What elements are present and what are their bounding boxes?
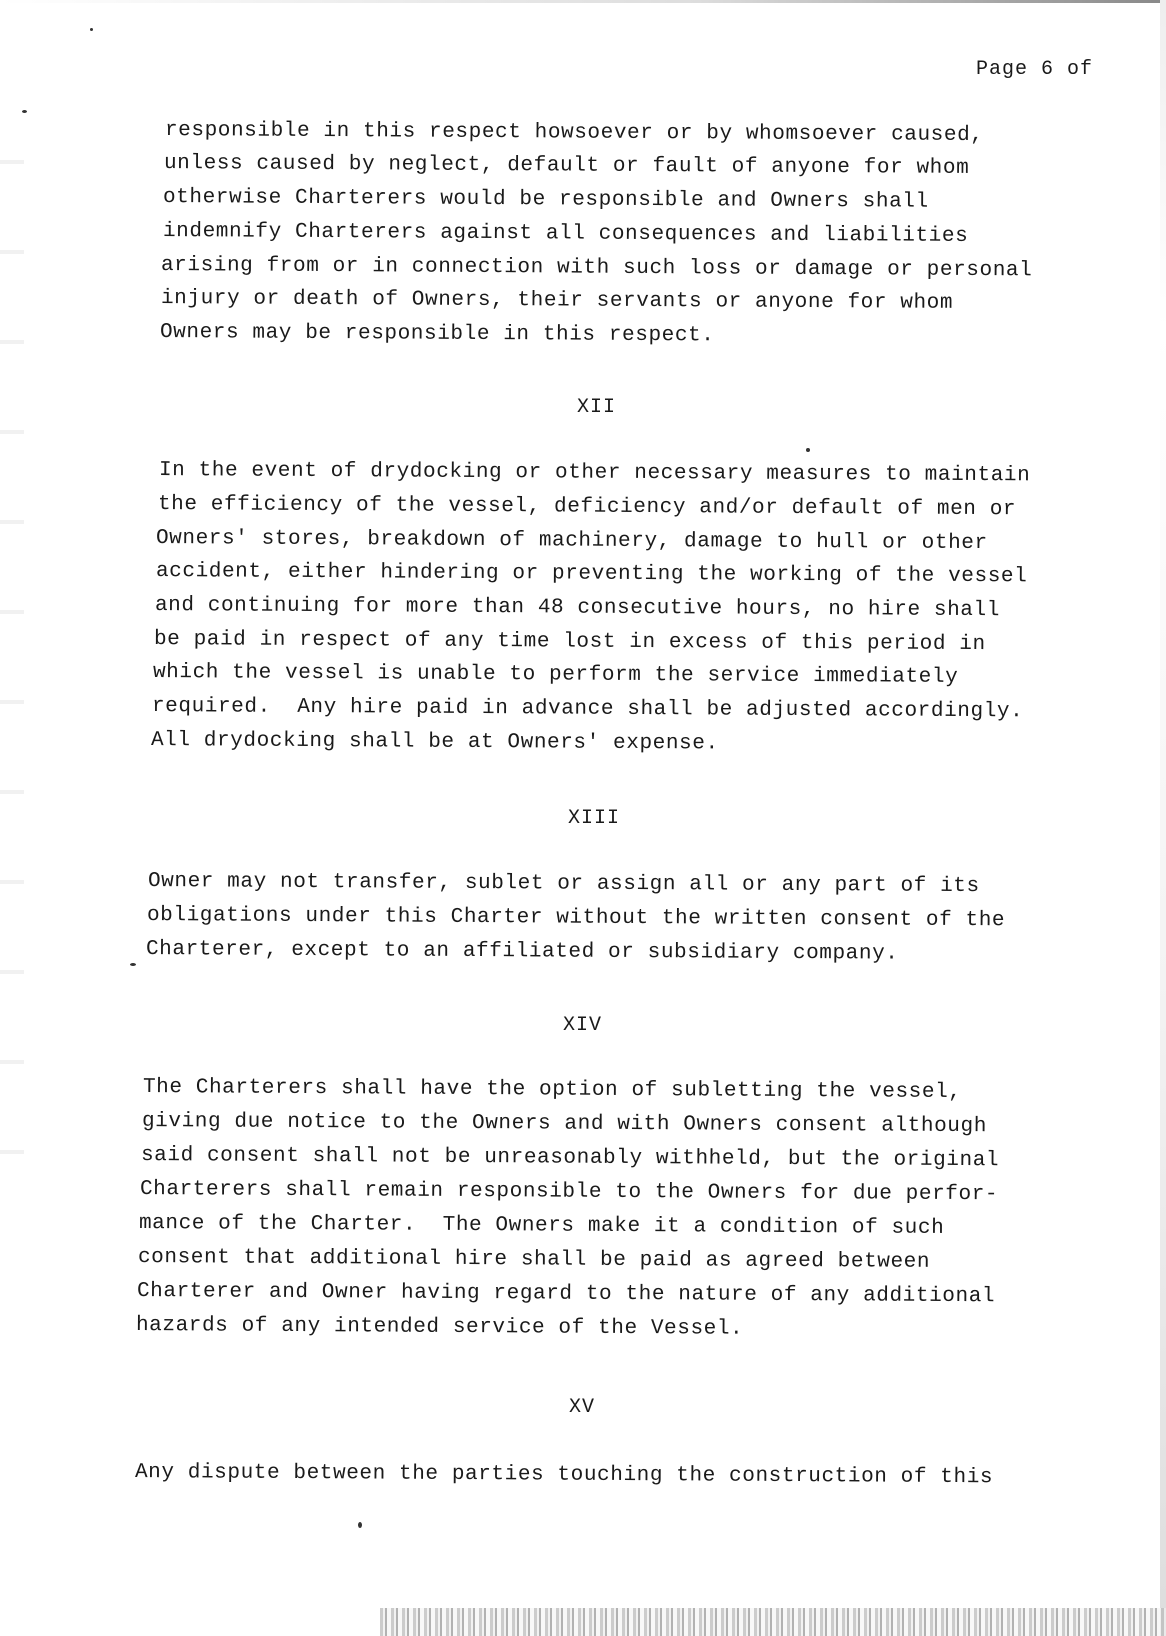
scan-speck bbox=[22, 110, 27, 113]
scan-edge-bottom bbox=[380, 1608, 1166, 1636]
text-line: responsible in this respect howsoever or by whomsoever caused, bbox=[164, 119, 984, 147]
text-line: Any dispute between the parties touching the construction of this bbox=[134, 1461, 994, 1490]
text-line: Owner may not transfer, sublet or assign all or any part of its bbox=[147, 870, 980, 899]
text-line: arising from or in connection with such loss or damage or personal bbox=[160, 254, 1033, 283]
text-line: the efficiency of the vessel, deficiency and/or default of men or bbox=[157, 493, 1017, 522]
text-line: hazards of any intended service of the Vessel. bbox=[135, 1314, 744, 1341]
scan-edge-top bbox=[0, 0, 1166, 3]
text-line: indemnify Charterers against all consequences and liabilities bbox=[162, 220, 969, 248]
scan-left-margin-noise bbox=[0, 120, 24, 1220]
scan-edge-right bbox=[1160, 0, 1166, 1636]
scan-speck bbox=[90, 28, 93, 31]
text-line: mance of the Charter. The Owners make it a condition of such bbox=[138, 1212, 945, 1240]
text-line: Owners' stores, breakdown of machinery, damage to hull or other bbox=[155, 527, 988, 556]
text-line: unless caused by neglect, default or fault of anyone for whom bbox=[163, 152, 970, 180]
scan-speck bbox=[130, 963, 136, 966]
text-line: and continuing for more than 48 consecutive hours, no hire shall bbox=[154, 594, 1000, 623]
text-line: consent that additional hire shall be paid as agreed between bbox=[137, 1246, 931, 1274]
text-line: otherwise Charterers would be responsible and Owners shall bbox=[162, 186, 929, 214]
text-line: required. Any hire paid in advance shall be adjusted accordingly. bbox=[151, 695, 1024, 724]
text-line: be paid in respect of any time lost in excess of this period in bbox=[153, 628, 986, 657]
scan-speck bbox=[806, 448, 810, 452]
text-line: In the event of drydocking or other necessary measures to maintain bbox=[158, 459, 1031, 488]
text-line: Charterers shall remain responsible to the Owners for due perfor- bbox=[139, 1178, 999, 1207]
section-heading: XII bbox=[577, 396, 617, 419]
section-heading: XIV bbox=[563, 1014, 603, 1037]
text-line: injury or death of Owners, their servants or anyone for whom bbox=[160, 287, 954, 315]
text-line: obligations under this Charter without the written consent of the bbox=[146, 904, 1006, 933]
text-line: which the vessel is unable to perform the service immediately bbox=[152, 661, 959, 689]
text-line: said consent shall not be unreasonably withheld, but the original bbox=[140, 1144, 1000, 1173]
section-heading: XV bbox=[569, 1396, 596, 1419]
text-line: Charterer and Owner having regard to the nature of any additional bbox=[136, 1280, 996, 1309]
text-line: giving due notice to the Owners and with Owners consent although bbox=[141, 1110, 987, 1139]
text-line: All drydocking shall be at Owners' expense. bbox=[150, 729, 719, 756]
text-line: accident, either hindering or preventing the working of the vessel bbox=[155, 560, 1028, 589]
text-line: Owners may be responsible in this respect. bbox=[159, 321, 715, 348]
page-number: Page 6 of bbox=[976, 58, 1094, 81]
scan-speck bbox=[358, 1522, 362, 1528]
text-line: Charterer, except to an affiliated or subsidiary company. bbox=[145, 938, 899, 966]
text-line: The Charterers shall have the option of subletting the vessel, bbox=[142, 1076, 962, 1104]
section-heading: XIII bbox=[568, 807, 621, 830]
